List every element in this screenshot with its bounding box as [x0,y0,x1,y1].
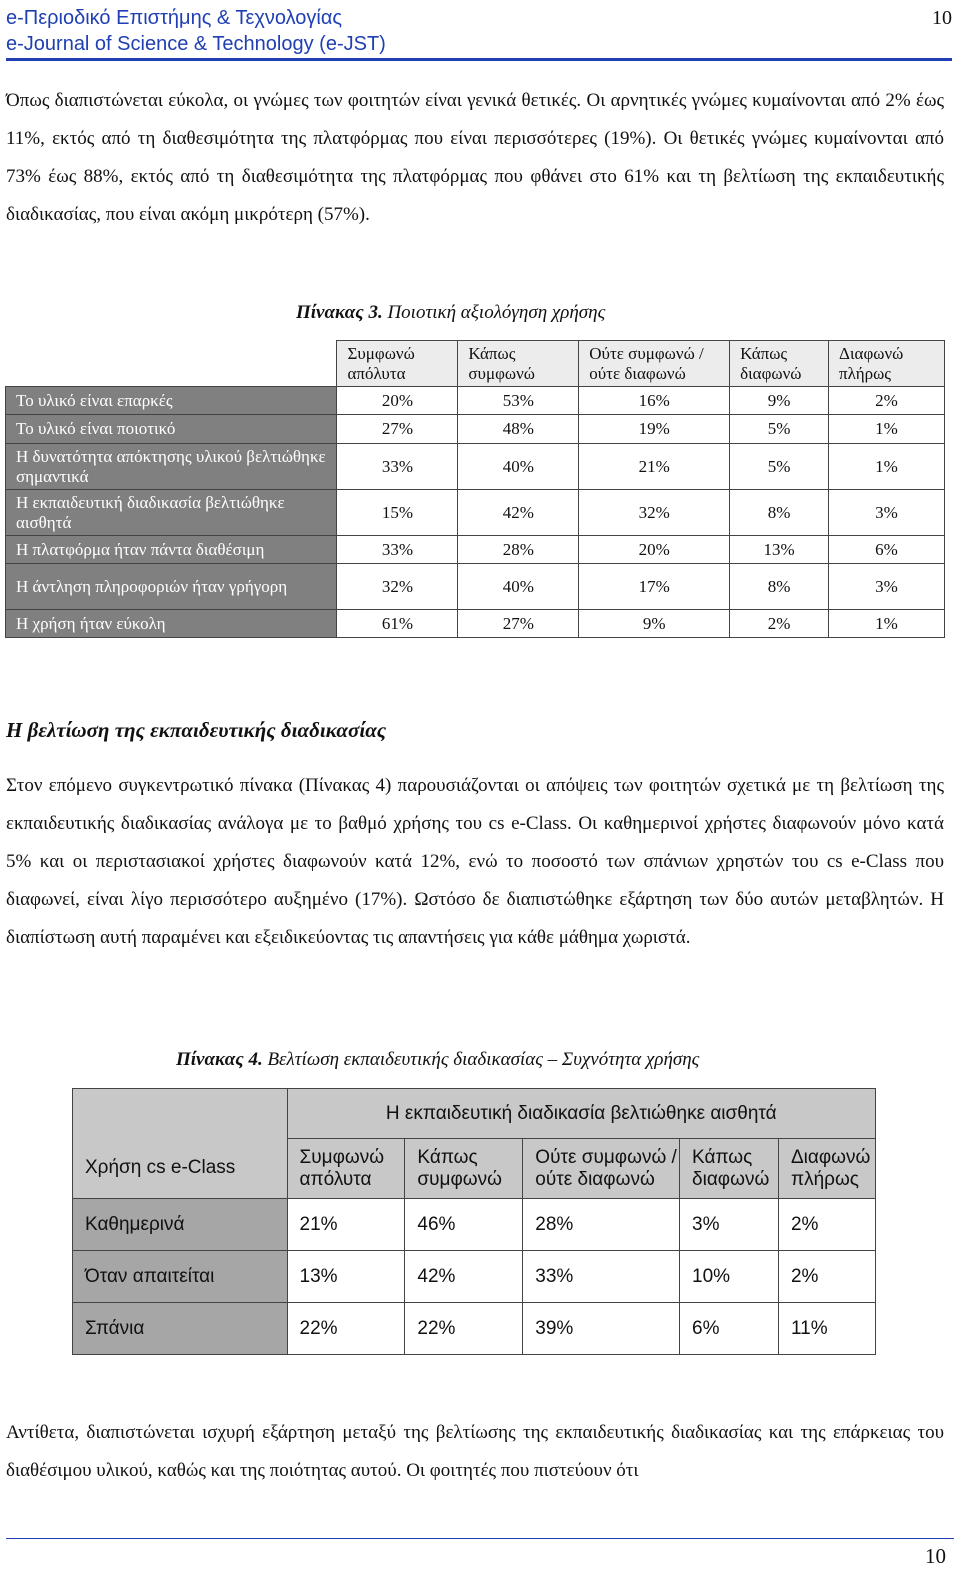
table4-caption-title: Βελτίωση εκπαιδευτικής διαδικασίας – Συχνότητα χρήσης [267,1049,700,1070]
table3-col-header: Κάπως συμφωνώ [458,341,579,387]
table3-row-label: Η πλατφόρμα ήταν πάντα διαθέσιμη [6,536,337,564]
table-cell: 53% [458,387,579,415]
running-header [6,4,952,58]
table4-col-header: Κάπως διαφωνώ [680,1139,779,1199]
table-row [6,490,945,536]
table4-row-header: Χρήση cs e-Class [73,1139,288,1199]
table4-empty-corner [73,1089,288,1139]
paragraph-1: Όπως διαπιστώνεται εύκολα, οι γνώμες των φοιτητών είναι γενικά θετικές. Οι αρνητικές γνώμες κυμαίνονται από 2% έως 11%, εκτός από τη διαθεσιμότητα της πλατφόρμας που είναι περισσότερες (19%). Οι θετικές γνώμες κυμαίνονται από 73% έως 88%, εκτός από τη διαθεσιμότητα της πλατφόρμας που φθάνει στο 61% και τη βελτίωση της εκπαιδευτικής διαδικασίας, που είναι ακόμη μικρότερη (57%). [6,90,944,225]
table3-row-label: Το υλικό είναι ποιοτικό [6,415,337,444]
table-cell: 5% [730,415,829,444]
table-4 [72,1088,876,1355]
table-cell: 22% [405,1303,523,1355]
header-rule [6,58,952,61]
table-cell: 9% [579,610,730,638]
table-row [6,415,945,444]
table-cell: 40% [458,444,579,490]
table3-caption-label: Πίνακας 3. [296,302,383,323]
table-row [6,444,945,490]
table4-header-row [73,1139,876,1199]
table-cell: 2% [778,1251,875,1303]
table-cell: 32% [579,490,730,536]
table-cell: 3% [829,490,945,536]
section-heading: Η βελτίωση της εκπαιδευτικής διαδικασίας [6,718,387,742]
table-cell: 3% [680,1199,779,1251]
table-cell: 13% [287,1251,405,1303]
table4-group-header: Η εκπαιδευτική διαδικασία βελτιώθηκε αισθητά [287,1089,875,1139]
table3-empty-corner [6,341,337,387]
table-cell: 22% [287,1303,405,1355]
table-cell: 42% [405,1251,523,1303]
table3-col-header: Διαφωνώ πλήρως [829,341,945,387]
table-cell: 6% [680,1303,779,1355]
table4-caption-label: Πίνακας 4. [176,1049,263,1070]
table-cell: 33% [337,444,458,490]
table-cell: 27% [337,415,458,444]
table-cell: 5% [730,444,829,490]
table-cell: 2% [778,1199,875,1251]
table-cell: 15% [337,490,458,536]
table-cell: 21% [579,444,730,490]
table-cell: 1% [829,444,945,490]
table3-row-label: Το υλικό είναι επαρκές [6,387,337,415]
table-row [73,1251,876,1303]
table-cell: 2% [829,387,945,415]
table-cell: 48% [458,415,579,444]
table3-row-label: Η εκπαιδευτική διαδικασία βελτιώθηκε αισθητά [6,490,337,536]
table4-col-header: Συμφωνώ απόλυτα [287,1139,405,1199]
table-cell: 16% [579,387,730,415]
table4-group-header-row [73,1089,876,1139]
table3-row-label: Η χρήση ήταν εύκολη [6,610,337,638]
table3-col-header: Συμφωνώ απόλυτα [337,341,458,387]
table-cell: 10% [680,1251,779,1303]
table-row [73,1303,876,1355]
table-row [73,1199,876,1251]
table4-caption [176,1049,699,1071]
header-page-number: 10 [932,7,952,29]
table-cell: 28% [523,1199,680,1251]
table-cell: 8% [730,490,829,536]
table-cell: 20% [337,387,458,415]
table-row [6,536,945,564]
table3-col-header: Κάπως διαφωνώ [730,341,829,387]
table-cell: 13% [730,536,829,564]
table4-row-label: Καθημερινά [73,1199,288,1251]
table-3 [5,340,945,638]
table-row [6,564,945,610]
table-cell: 33% [523,1251,680,1303]
table3-caption [296,302,605,324]
table-cell: 2% [730,610,829,638]
table4-col-header: Διαφωνώ πλήρως [778,1139,875,1199]
paragraph-2: Στον επόμενο συγκεντρωτικό πίνακα (Πίνακας 4) παρουσιάζονται οι απόψεις των φοιτητών σχετικά με τη βελτίωση της εκπαιδευτικής διαδικασίας ανάλογα με το βαθμό χρήσης του cs e-Class. Οι καθημερινοί χρήστες διαφωνούν μόνο κατά 5% και οι περιστασιακοί χρήστες διαφωνούν κατά 12%, ενώ το ποσοστό των σπάνιων χρηστών του cs e-Class που διαφωνεί, είναι λίγο περισσότερο αυξημένο (17%). Ωστόσο δε διαπιστώθηκε εξάρτηση των δύο αυτών μεταβλητών. Η διαπίστωση αυτή παραμένει και εξειδικεύοντας τις απαντήσεις για κάθε μάθημα χωριστά. [6,775,944,948]
table3-col-header: Ούτε συμφωνώ /ούτε διαφωνώ [579,341,730,387]
table-cell: 28% [458,536,579,564]
paragraph-3: Αντίθετα, διαπιστώνεται ισχυρή εξάρτηση μεταξύ της βελτίωσης της εκπαιδευτικής διαδικασίας και της επάρκειας του διαθέσιμου υλικού, καθώς και της ποιότητας αυτού. Οι φοιτητές που πιστεύουν ότι [6,1422,944,1481]
table3-row-label: Η δυνατότητα απόκτησης υλικού βελτιώθηκε σημαντικά [6,444,337,490]
table-cell: 1% [829,610,945,638]
footer-rule [6,1538,954,1539]
table-cell: 46% [405,1199,523,1251]
table-row [6,387,945,415]
table-cell: 39% [523,1303,680,1355]
table-cell: 19% [579,415,730,444]
table-cell: 17% [579,564,730,610]
table4-col-header: Ούτε συμφωνώ / ούτε διαφωνώ [523,1139,680,1199]
table3-caption-title: Ποιοτική αξιολόγηση χρήσης [387,302,606,323]
table-cell: 40% [458,564,579,610]
table-cell: 3% [829,564,945,610]
table-cell: 27% [458,610,579,638]
table-cell: 20% [579,536,730,564]
table-cell: 11% [778,1303,875,1355]
table-cell: 32% [337,564,458,610]
journal-title-greek: e-Περιοδικό Επιστήμης & Τεχνολογίας [6,7,343,29]
table4-row-label: Σπάνια [73,1303,288,1355]
table-cell: 33% [337,536,458,564]
table-row [6,610,945,638]
table3-header-row [6,341,945,387]
journal-title-english: e-Journal of Science & Technology (e-JST) [6,33,386,55]
table3-row-label: Η άντληση πληροφοριών ήταν γρήγορη [6,564,337,610]
table-cell: 6% [829,536,945,564]
table-cell: 8% [730,564,829,610]
table-cell: 9% [730,387,829,415]
table-cell: 1% [829,415,945,444]
footer-page-number: 10 [925,1544,946,1568]
table-cell: 61% [337,610,458,638]
table-cell: 42% [458,490,579,536]
table4-row-label: Όταν απαιτείται [73,1251,288,1303]
table-cell: 21% [287,1199,405,1251]
table4-col-header: Κάπως συμφωνώ [405,1139,523,1199]
